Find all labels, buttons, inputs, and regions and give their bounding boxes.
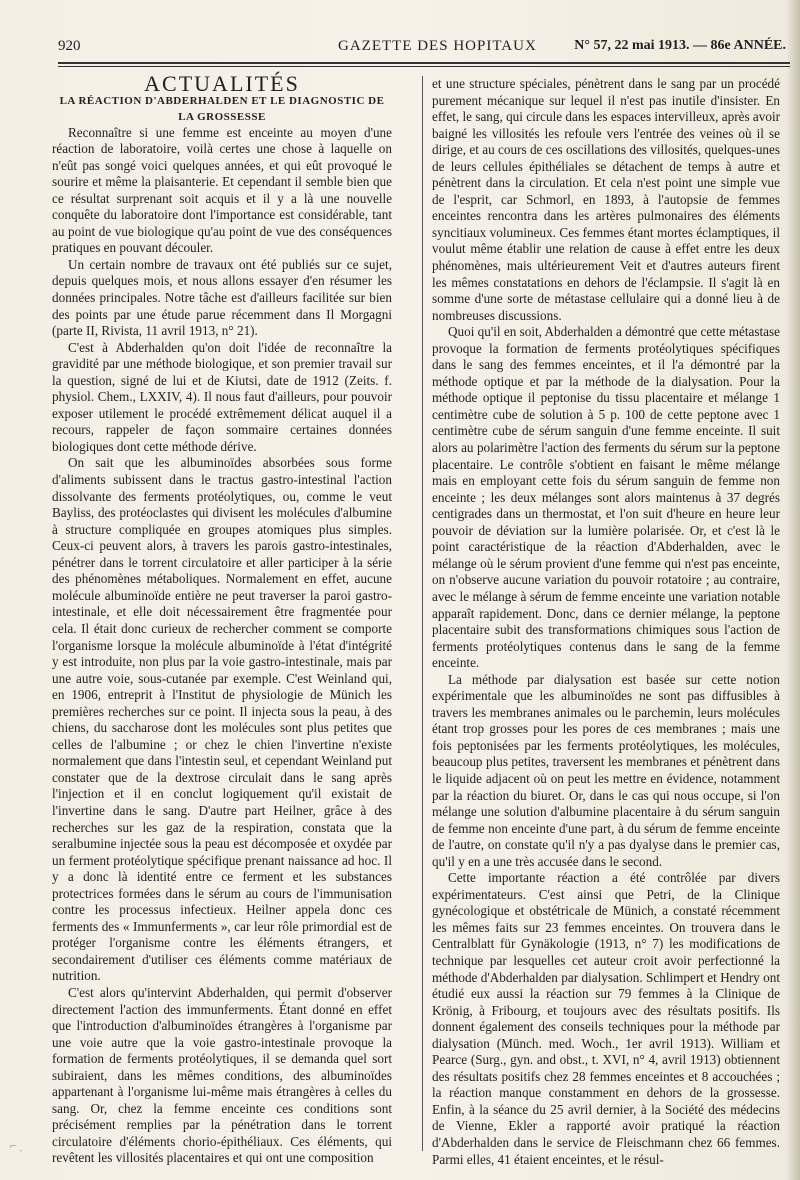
- page-number: 920: [58, 38, 81, 54]
- paragraph: Quoi qu'il en soit, Abderhalden a démontré que cette métastase provoque la formation de ferments protéolytiques spécifiques dans le sang des femmes enceintes, et il l'a démontré par la méthode optique et par la méthode de la dialysation. Pour la méthode optique il peptonise du tissu placentaire et mélange 1 centimètre cube de solution à 5 p. 100 de cette peptone avec 1 centimètre cube de sérum sanguin d'une femme enceinte. Il suit alors au polarimètre l'action des ferments du sérum sur la peptone placentaire. Le contrôle s'obtient en faisant le même mélange mais en employant cette fois du sérum sanguin de femme non enceinte ; les deux mélanges sont alors maintenus à 37 degrés centigrades dans un thermostat, et l'on suit d'heure en heure leur pouvoir de déviation sur la lumière polarisée. Or, et c'est là le point caractéristique de la réaction d'Abderhalden, avec le mélange où le sérum provient d'une femme qui n'est pas enceinte, on n'observe aucune variation du pouvoir rotatoire ; au contraire, avec le mélange à sérum de femme enceinte une variation notable apparaît rapidement. Donc, dans ce dernier mélange, la peptone placentaire subit des transformations chimiques sous l'action de ferments protéolytiques contenus dans le sang de la femme enceinte.: [432, 324, 780, 671]
- margin-mark: ⌐ ˏ: [10, 1140, 23, 1152]
- left-column: [52, 71, 392, 1167]
- header-rule-thick: [58, 62, 790, 64]
- paragraph-continued: et une structure spéciales, pénètrent dans le sang par un procédé purement mécanique sur lequel il n'est pas inutile d'insister. En effet, le sang, qui circule dans les espaces intervilleux, après avoir baigné les villosités les refoule vers l'entrée des veines où il se dirige, et au cours de ces oscillations des villosités, quelques-unes de leurs cellules épithéliales se détachent de temps à autre et pénètrent dans la circulation. Et cela n'est point une simple vue de l'esprit, car Schmorl, en 1893, à l'autopsie de femmes enceintes rencontra dans les artères pulmonaires des éléments syncitiaux volumineux. Ces femmes étant mortes éclamptiques, il voulut même établir une relation de cause à effet entre les deux phénomènes, mais ultérieurement Veit et d'autres auteurs firent les mêmes constatations en dehors de l'éclampsie. Il s'agit là en somme d'une sorte de métastase cellulaire qui a donné lieu à de nombreuses discussions.: [432, 76, 780, 323]
- page-header: [58, 38, 790, 60]
- journal-title: GAZETTE DES HOPITAUX: [338, 38, 537, 54]
- section-heading: ACTUALITÉS: [144, 71, 300, 96]
- paragraph: La méthode par dialysation est basée sur cette notion expérimentale que les albuminoïdes ne sont pas diffusibles à travers les membranes animales ou le parchemin, leurs molécules étant trop grosses pour les pores de ces membranes ; mais une fois peptonisées par les ferments protéolytiques, les molécules, beaucoup plus petites, traversent les membranes et pénètrent dans le liquide adjacent où on peut les mettre en évidence, notamment par la réaction du biuret. Or, dans le cas qui nous occupe, si l'on mélange une solution d'albumine placentaire à du sérum sanguin de femme non enceinte d'une part, à du sérum de femme enceinte de l'autre, on constate qu'il n'y a pas dyalyse dans le premier cas, qu'il y en a une très accusée dans le second.: [432, 671, 780, 869]
- article-title: LA RÉACTION D'ABDERHALDEN ET LE DIAGNOSTIC DE LA GROSSESSE: [59, 94, 385, 123]
- paragraph: Un certain nombre de travaux ont été publiés sur ce sujet, depuis quelques mois, et nous allons essayer d'en résumer les données principales. Notre tâche est d'ailleurs facilitée sur bien des points par une étude parue récemment dans Il Morgagni (parte II, Rivista, 11 avril 1913, n° 21).: [52, 256, 392, 339]
- right-column: [432, 76, 780, 1168]
- paragraph: Cette importante réaction a été contrôlée par divers expérimentateurs. C'est ainsi que Petri, de la Clinique gynécologique et obstétricale de Münich, a constaté récemment les mêmes faits sur 23 femmes enceintes. On trouvera dans le Centralblatt für Gynäkologie (1913, n° 7) les modifications de technique par lesquelles cet auteur croit avoir perfectionné la méthode d'Abderhalden par dialysation. Schlimpert et Hendry ont étudié eux aussi la réaction sur 79 femmes à la Clinique de Krönig, à Fribourg, et toujours avec des résultats positifs. Ils donnent également des conseils techniques pour la méthode par dialysation (Münch. med. Woch., 1er avril 1913). William et Pearce (Surg., gyn. and obst., t. XVI, n° 4, avril 1913) obtiennent des résultats positifs chez 28 femmes enceintes et 8 accouchées ; la réaction manque constamment en dehors de la grossesse. Enfin, à la séance du 25 avril dernier, à la Société des médecins de Vienne, Ekler a rapporté avoir pratiqué la réaction d'Abderhalden dans le service de Fleischmann chez 66 femmes. Parmi elles, 41 étaient enceintes, et le résul-: [432, 870, 780, 1167]
- paragraph: C'est à Abderhalden qu'on doit l'idée de reconnaître la gravidité par une méthode biologique, et son premier travail sur la question, signé de lui et de Kiutsi, date de 1912 (Zeits. f. physiol. Chem., LXXIV, 4). Il nous faut d'ailleurs, pour pouvoir exposer utilement le procédé extrêmement délicat auquel il a recours, rappeler de façon sommaire certaines données biologiques dont cette méthode dérive.: [52, 339, 392, 454]
- column-divider: [422, 76, 423, 1151]
- header-rule-thin: [58, 66, 790, 67]
- page-edge-shadow: [786, 0, 800, 1180]
- paragraph: C'est alors qu'intervint Abderhalden, qui permit d'observer directement l'action des immunferments. Étant donné en effet que l'introduction d'albuminoïdes étrangères à l'organisme par une voie autre que la voie gastro-intestinale provoque la formation de ferments protéolytiques, il se demanda quel sort subiraient, dans les mêmes conditions, des albuminoïdes appartenant à l'organisme lui-même mais étrangères à celles du sang. Or, chez la femme enceinte ces conditions sont précisément remplies par la pénétration dans le torrent circulatoire d'éléments chorio-épithéliaux. Ces éléments, qui revêtent les villosités placentaires et qui ont une composition: [52, 984, 392, 1166]
- paragraph: On sait que les albuminoïdes absorbées sous forme d'aliments subissent dans le tractus gastro-intestinal l'action dissolvante des ferments protéolytiques, ou, comme le veut Bayliss, des protéoclastes qui divisent les molécules d'albumine à structure compliquée en groupes atomiques plus simples. Ceux-ci peuvent alors, à travers les parois gastro-intestinales, pénétrer dans le torrent circulatoire et aller participer à la série des phénomènes métaboliques. Normalement en effet, aucune molécule albuminoïde entière ne peut traverser la paroi gastro-intestinale, et elle doit nécessairement être fragmentée pour cela. Il était donc curieux de rechercher comment se comporte l'organisme lorsque la molécule albuminoïde à l'état d'intégrité y est introduite, non plus par la voie gastro-intestinale, mais par une autre voie, sous-cutanée par exemple. C'est Weinland qui, en 1906, entreprit à l'Institut de physiologie de Münich les premières recherches sur ce point. Il injecta sous la peau, à des chiens, du saccharose dont les molécules sont plus petites que celles de l'albumine ; or chez le chien l'invertine n'existe normalement que dans l'intestin seul, et cependant Weinland put constater que de la dextrose circulait dans le sang après l'injection et il en conclut logiquement qu'il existait de l'invertine dans le sang. D'autre part Heilner, grâce à des recherches sur les gaz de la respiration, constata que la seralbumine injectée sous la peau est décomposée et oxydée par un ferment protéolytique spécifique prenant naissance ad hoc. Il y a donc là identité entre ce ferment et les substances protectrices formées dans le sérum au cours de l'immunisation contre les processus infectieux. Heilner appela donc ces ferments des « Immunferments », car leur rôle primordial est de protéger l'organisme contre les éléments étrangers, et secondairement d'utiliser ces éléments comme matériaux de nutrition.: [52, 455, 392, 984]
- issue-info: N° 57, 22 mai 1913. — 86e ANNÉE.: [574, 38, 786, 53]
- paragraph: Reconnaître si une femme est enceinte au moyen d'une réaction de laboratoire, voilà certes une chose à laquelle on n'eût pas songé voici quelques années, et qui eût provoqué le sourire et même la plaisanterie. Et cependant il semble bien que ce résultat surprenant soit acquis et il y a là une nouvelle conquête du laboratoire dont l'importance est considérable, tant au point de vue biologique qu'au point de vue des conséquences pratiques en pouvant découler.: [52, 124, 392, 256]
